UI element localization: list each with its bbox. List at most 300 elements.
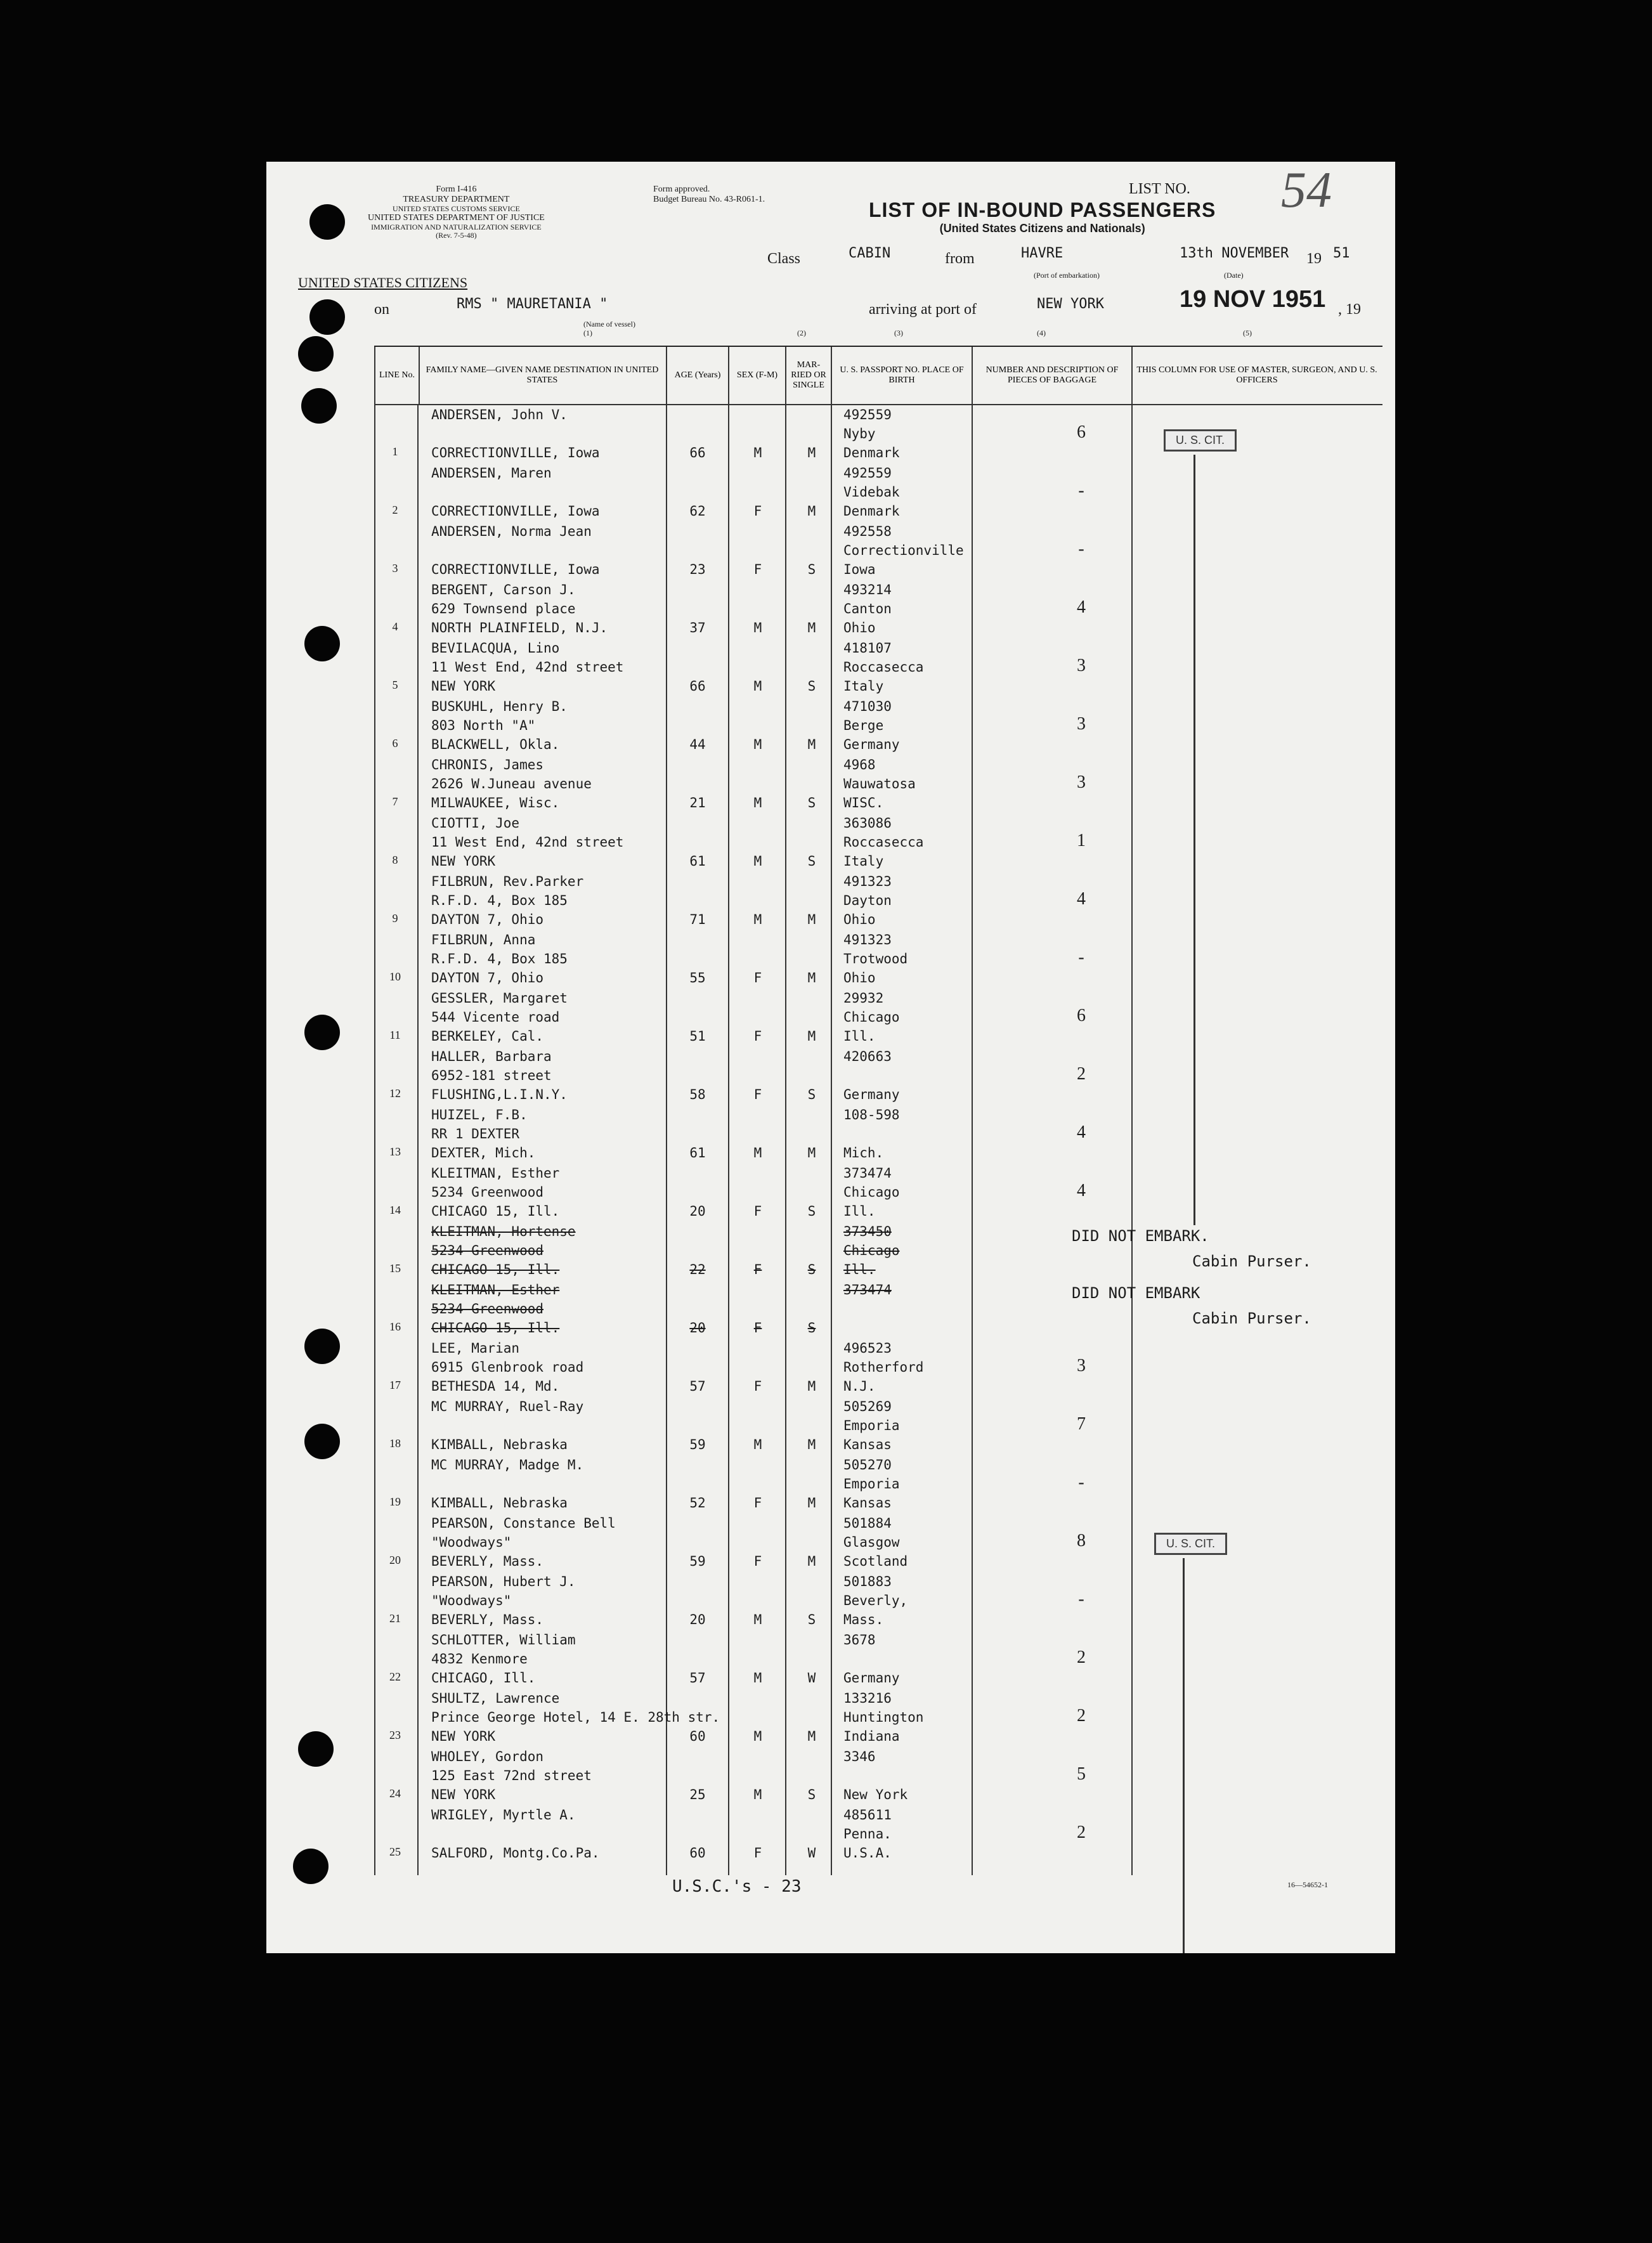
row-line-number: 5 xyxy=(392,679,398,691)
row-line-number: 21 xyxy=(389,1612,401,1625)
passenger-marital-status: S xyxy=(807,1612,816,1627)
col-num-3: (3) xyxy=(894,328,903,337)
passenger-address: "Woodways" xyxy=(431,1535,512,1550)
passenger-sex: F xyxy=(753,1379,762,1394)
birth-place: Nyby xyxy=(843,426,876,441)
passenger-marital-status: S xyxy=(807,1320,816,1336)
passport-number: 4968 xyxy=(843,757,876,772)
row-line-number: 1 xyxy=(392,445,398,458)
passenger-age: 61 xyxy=(689,854,706,869)
passenger-marital-status: S xyxy=(807,1087,816,1102)
passenger-marital-status: S xyxy=(807,562,816,577)
passenger-sex: M xyxy=(753,795,762,810)
row-line-number: 19 xyxy=(389,1495,401,1508)
passport-number: 418107 xyxy=(843,640,892,656)
passenger-sex: M xyxy=(753,1145,762,1161)
passenger-age: 55 xyxy=(689,970,706,985)
passport-number: 3346 xyxy=(843,1749,876,1764)
punch-hole xyxy=(304,1329,340,1364)
passenger-destination: MILWAUKEE, Wisc. xyxy=(431,795,560,810)
birth-place-region: Ohio xyxy=(843,912,876,927)
dept-ins: IMMIGRATION AND NATURALIZATION SERVICE xyxy=(371,223,542,231)
birth-place-region: Iowa xyxy=(843,562,876,577)
passenger-sex: M xyxy=(753,1729,762,1744)
passenger-marital-status: S xyxy=(807,854,816,869)
passenger-destination: NEW YORK xyxy=(431,1787,496,1802)
passenger-marital-status: S xyxy=(807,1262,816,1277)
punch-hole xyxy=(293,1849,328,1884)
table-row xyxy=(374,1689,1382,1747)
birth-place-region: WISC. xyxy=(843,795,884,810)
table-row xyxy=(374,930,1382,989)
list-number-value: 54 xyxy=(1281,162,1332,218)
bracket-line xyxy=(1193,455,1195,1225)
row-line-number: 24 xyxy=(389,1787,401,1800)
passenger-sex: F xyxy=(753,1204,762,1219)
row-line-number: 17 xyxy=(389,1379,401,1391)
baggage-count: 6 xyxy=(1077,422,1086,442)
table-row xyxy=(374,1222,1382,1280)
birth-place: Emporia xyxy=(843,1418,900,1433)
passenger-name: MC MURRAY, Madge M. xyxy=(431,1457,584,1473)
page-subtitle: (United States Citizens and Nationals) xyxy=(939,222,1145,235)
printer-number: 16—54652-1 xyxy=(1287,1880,1328,1889)
cabin-purser-note: Cabin Purser. xyxy=(1192,1252,1311,1270)
row-line-number: 11 xyxy=(389,1029,401,1041)
birth-place-region: Italy xyxy=(843,679,884,694)
passenger-address: 629 Townsend place xyxy=(431,601,576,616)
punch-hole xyxy=(304,626,340,661)
passenger-name: BUSKUHL, Henry B. xyxy=(431,699,568,714)
birth-place-region: Mich. xyxy=(843,1145,884,1161)
baggage-count: 1 xyxy=(1077,831,1086,850)
arrival-date-stamp: 19 NOV 1951 xyxy=(1180,286,1326,313)
table-row xyxy=(374,1397,1382,1455)
baggage-count: - xyxy=(1078,481,1084,500)
baggage-count: - xyxy=(1078,1589,1084,1609)
vessel-caption: (Name of vessel) xyxy=(583,320,635,328)
passenger-address: R.F.D. 4, Box 185 xyxy=(431,951,568,966)
passenger-marital-status: M xyxy=(807,1029,816,1044)
passenger-marital-status: M xyxy=(807,970,816,985)
passenger-name: HUIZEL, F.B. xyxy=(431,1107,528,1122)
passenger-sex: M xyxy=(753,620,762,635)
table-row xyxy=(374,1455,1382,1514)
passenger-marital-status: M xyxy=(807,445,816,460)
header-line: LINE No. xyxy=(374,347,420,404)
birth-place: Chicago xyxy=(843,1185,900,1200)
birth-place-region: Denmark xyxy=(843,504,900,519)
passenger-name: HALLER, Barbara xyxy=(431,1049,552,1064)
birth-place: Emporia xyxy=(843,1476,900,1492)
passenger-sex: F xyxy=(753,1087,762,1102)
table-row xyxy=(374,639,1382,697)
passenger-marital-status: M xyxy=(807,620,816,635)
page-title: LIST OF IN-BOUND PASSENGERS xyxy=(869,198,1216,221)
passenger-sex: F xyxy=(753,1495,762,1511)
passport-number: 505269 xyxy=(843,1399,892,1414)
passport-number: 496523 xyxy=(843,1341,892,1356)
passenger-age: 21 xyxy=(689,795,706,810)
passport-number: 492558 xyxy=(843,524,892,539)
birth-place-region: Germany xyxy=(843,1087,900,1102)
passenger-destination: DAYTON 7, Ohio xyxy=(431,970,544,985)
birth-place: Berge xyxy=(843,718,884,733)
passenger-name: PEARSON, Constance Bell xyxy=(431,1516,616,1531)
baggage-count: 3 xyxy=(1077,714,1086,734)
row-line-number: 8 xyxy=(392,854,398,866)
baggage-count: 6 xyxy=(1077,1006,1086,1025)
manifest-sheet xyxy=(266,162,1395,1953)
form-number: Form I-416 xyxy=(436,185,477,194)
birth-place: Videbak xyxy=(843,484,900,500)
passenger-marital-status: M xyxy=(807,1379,816,1394)
date-year: 51 xyxy=(1333,245,1350,261)
arrival-year-suffix: , 19 xyxy=(1338,301,1361,318)
baggage-count: 4 xyxy=(1077,1181,1086,1200)
passport-number: 492559 xyxy=(843,407,892,422)
passenger-name: PEARSON, Hubert J. xyxy=(431,1574,576,1589)
passenger-address: 4832 Kenmore xyxy=(431,1651,528,1667)
birth-place-region: Kansas xyxy=(843,1437,892,1452)
passenger-age: 20 xyxy=(689,1320,706,1336)
date-value: 13th NOVEMBER xyxy=(1180,245,1289,261)
class-label: Class xyxy=(767,250,801,267)
list-number-label: LIST NO. xyxy=(1129,181,1190,197)
row-line-number: 6 xyxy=(392,737,398,750)
table-row xyxy=(374,989,1382,1047)
passenger-destination: SALFORD, Montg.Co.Pa. xyxy=(431,1845,600,1861)
passenger-destination: BEVERLY, Mass. xyxy=(431,1554,544,1569)
passenger-address: Prince George Hotel, 14 E. 28th str. xyxy=(431,1710,720,1725)
passenger-sex: F xyxy=(753,1554,762,1569)
passenger-name: CIOTTI, Joe xyxy=(431,816,520,831)
cabin-purser-note: Cabin Purser. xyxy=(1192,1310,1311,1327)
row-line-number: 12 xyxy=(389,1087,401,1100)
baggage-count: 2 xyxy=(1077,1706,1086,1726)
birth-place-region: Denmark xyxy=(843,445,900,460)
passport-number: 373450 xyxy=(843,1224,892,1239)
passenger-marital-status: S xyxy=(807,679,816,694)
passenger-destination: CORRECTIONVILLE, Iowa xyxy=(431,562,600,577)
birth-place: Canton xyxy=(843,601,892,616)
col-num-2: (2) xyxy=(797,328,806,337)
punch-hole xyxy=(298,1731,334,1767)
birth-place-region: Indiana xyxy=(843,1729,900,1744)
passenger-marital-status: M xyxy=(807,1145,816,1161)
row-line-number: 22 xyxy=(389,1670,401,1683)
birth-place: Beverly, xyxy=(843,1593,908,1608)
row-line-number: 25 xyxy=(389,1845,401,1858)
passenger-age: 59 xyxy=(689,1437,706,1452)
row-line-number: 15 xyxy=(389,1262,401,1275)
passenger-name: LEE, Marian xyxy=(431,1341,520,1356)
passenger-sex: F xyxy=(753,970,762,985)
passenger-marital-status: M xyxy=(807,912,816,927)
passenger-age: 66 xyxy=(689,445,706,460)
birth-place: Chicago xyxy=(843,1243,900,1258)
birth-place: Penna. xyxy=(843,1826,892,1842)
passport-number: 492559 xyxy=(843,465,892,481)
passenger-age: 58 xyxy=(689,1087,706,1102)
row-line-number: 3 xyxy=(392,562,398,575)
did-not-embark-note: DID NOT EMBARK. xyxy=(1072,1227,1209,1245)
row-line-number: 23 xyxy=(389,1729,401,1741)
passenger-address: R.F.D. 4, Box 185 xyxy=(431,893,568,908)
passenger-marital-status: M xyxy=(807,737,816,752)
from-value: HAVRE xyxy=(1021,245,1063,261)
birth-place-region: Ill. xyxy=(843,1204,876,1219)
punch-hole xyxy=(309,299,345,335)
birth-place-region: Ohio xyxy=(843,620,876,635)
passenger-name: ANDERSEN, Maren xyxy=(431,465,552,481)
passenger-name: ANDERSEN, John V. xyxy=(431,407,568,422)
table-row xyxy=(374,872,1382,930)
passenger-age: 25 xyxy=(689,1787,706,1802)
budget-bureau: Budget Bureau No. 43-R061-1. xyxy=(653,195,765,204)
passenger-name: WHOLEY, Gordon xyxy=(431,1749,544,1764)
passenger-sex: M xyxy=(753,854,762,869)
passenger-address: 544 Vicente road xyxy=(431,1010,560,1025)
dept-customs: UNITED STATES CUSTOMS SERVICE xyxy=(392,204,520,213)
agency-header xyxy=(368,185,545,240)
dept-justice: UNITED STATES DEPARTMENT OF JUSTICE xyxy=(368,213,545,223)
table-row xyxy=(374,814,1382,872)
passport-number: 29932 xyxy=(843,991,884,1006)
passenger-marital-status: M xyxy=(807,1554,816,1569)
passenger-marital-status: M xyxy=(807,1729,816,1744)
passenger-address: 5234 Greenwood xyxy=(431,1243,544,1258)
header-married: MAR- RIED OR SINGLE xyxy=(786,347,832,404)
passenger-name: MC MURRAY, Ruel-Ray xyxy=(431,1399,584,1414)
baggage-count: 2 xyxy=(1077,1648,1086,1667)
passenger-sex: M xyxy=(753,679,762,694)
class-value: CABIN xyxy=(849,245,891,261)
passenger-table xyxy=(374,346,1382,1875)
passenger-destination: CHICAGO 15, Ill. xyxy=(431,1262,560,1277)
table-row xyxy=(374,1630,1382,1689)
row-line-number: 14 xyxy=(389,1204,401,1216)
passenger-destination: CORRECTIONVILLE, Iowa xyxy=(431,445,600,460)
birth-place-region: Ohio xyxy=(843,970,876,985)
passenger-sex: F xyxy=(753,562,762,577)
form-revision: (Rev. 7-5-48) xyxy=(436,231,477,240)
punch-hole xyxy=(301,388,337,424)
baggage-count: 3 xyxy=(1077,1356,1086,1375)
row-line-number: 7 xyxy=(392,795,398,808)
birth-place-region: Germany xyxy=(843,1670,900,1686)
birth-place: Wauwatosa xyxy=(843,776,916,791)
passport-number: 491323 xyxy=(843,932,892,947)
passenger-name: BERGENT, Carson J. xyxy=(431,582,576,597)
date-year-prefix: 19 xyxy=(1306,250,1322,267)
passenger-sex: M xyxy=(753,737,762,752)
us-cit-stamp: U. S. CIT. xyxy=(1164,429,1237,452)
port-arrival: NEW YORK xyxy=(1037,296,1104,312)
punch-hole xyxy=(309,204,345,240)
port-embarkation-caption: (Port of embarkation) xyxy=(1034,271,1100,280)
passenger-age: 44 xyxy=(689,737,706,752)
baggage-count: 7 xyxy=(1077,1414,1086,1434)
baggage-count: 2 xyxy=(1077,1064,1086,1084)
table-row xyxy=(374,1747,1382,1805)
us-cit-stamp: U. S. CIT. xyxy=(1154,1533,1227,1555)
row-line-number: 18 xyxy=(389,1437,401,1450)
birth-place: Glasgow xyxy=(843,1535,900,1550)
passenger-name: FILBRUN, Rev.Parker xyxy=(431,874,584,889)
passenger-destination: CHICAGO 15, Ill. xyxy=(431,1320,560,1336)
row-line-number: 13 xyxy=(389,1145,401,1158)
passport-number: 471030 xyxy=(843,699,892,714)
passport-number: 485611 xyxy=(843,1807,892,1823)
passenger-sex: F xyxy=(753,1262,762,1277)
passenger-sex: M xyxy=(753,1437,762,1452)
passenger-destination: NEW YORK xyxy=(431,854,496,869)
birth-place: Huntington xyxy=(843,1710,924,1725)
passenger-age: 60 xyxy=(689,1845,706,1861)
row-line-number: 20 xyxy=(389,1554,401,1566)
birth-place-region: Kansas xyxy=(843,1495,892,1511)
passport-number: 493214 xyxy=(843,582,892,597)
table-row xyxy=(374,697,1382,755)
punch-hole xyxy=(304,1015,340,1050)
passenger-destination: DEXTER, Mich. xyxy=(431,1145,536,1161)
passenger-sex: F xyxy=(753,504,762,519)
baggage-count: - xyxy=(1078,539,1084,559)
passenger-age: 61 xyxy=(689,1145,706,1161)
passenger-name: KLEITMAN, Hortense xyxy=(431,1224,576,1239)
passenger-age: 57 xyxy=(689,1379,706,1394)
birth-place: Chicago xyxy=(843,1010,900,1025)
passenger-destination: KIMBALL, Nebraska xyxy=(431,1437,568,1452)
punch-hole xyxy=(298,336,334,372)
birth-place: Dayton xyxy=(843,893,892,908)
passenger-destination: NORTH PLAINFIELD, N.J. xyxy=(431,620,608,635)
citizen-count: U.S.C.'s - 23 xyxy=(672,1877,802,1896)
table-row xyxy=(374,1164,1382,1222)
baggage-count: 4 xyxy=(1077,889,1086,909)
did-not-embark-note: DID NOT EMBARK xyxy=(1072,1284,1200,1302)
passenger-destination: NEW YORK xyxy=(431,679,496,694)
vessel-name: RMS " MAURETANIA " xyxy=(457,296,608,312)
passenger-name: ANDERSEN, Norma Jean xyxy=(431,524,592,539)
passport-number: 363086 xyxy=(843,816,892,831)
row-line-number: 16 xyxy=(389,1320,401,1333)
passenger-age: 57 xyxy=(689,1670,706,1686)
birth-place-region: New York xyxy=(843,1787,908,1802)
birth-place: Roccasecca xyxy=(843,835,924,850)
birth-place-region: Germany xyxy=(843,737,900,752)
birth-place-region: Ill. xyxy=(843,1262,876,1277)
passenger-address: 5234 Greenwood xyxy=(431,1301,544,1317)
table-row xyxy=(374,464,1382,522)
passenger-name: GESSLER, Margaret xyxy=(431,991,568,1006)
birth-place: Roccasecca xyxy=(843,660,924,675)
passenger-name: CHRONIS, James xyxy=(431,757,544,772)
birth-place: Rotherford xyxy=(843,1360,924,1375)
passenger-marital-status: S xyxy=(807,1787,816,1802)
passenger-age: 51 xyxy=(689,1029,706,1044)
on-label: on xyxy=(374,301,389,318)
passenger-age: 52 xyxy=(689,1495,706,1511)
col-num-1: (1) xyxy=(583,328,592,337)
passport-number: 3678 xyxy=(843,1632,876,1648)
passenger-age: 23 xyxy=(689,562,706,577)
bracket-line xyxy=(1183,1558,1185,1953)
table-row xyxy=(374,1805,1382,1864)
passenger-sex: M xyxy=(753,1670,762,1686)
passenger-marital-status: W xyxy=(807,1670,816,1686)
row-line-number: 9 xyxy=(392,912,398,925)
passenger-address: "Woodways" xyxy=(431,1593,512,1608)
baggage-count: - xyxy=(1078,1473,1084,1492)
passenger-name: SHULTZ, Lawrence xyxy=(431,1691,560,1706)
passenger-destination: BLACKWELL, Okla. xyxy=(431,737,560,752)
table-row xyxy=(374,1514,1382,1572)
citizens-label: UNITED STATES CITIZENS xyxy=(298,275,468,290)
title-block xyxy=(869,198,1216,235)
table-row xyxy=(374,580,1382,639)
passport-number: 491323 xyxy=(843,874,892,889)
header-passport: U. S. PASSPORT NO. PLACE OF BIRTH xyxy=(832,347,973,404)
passenger-name: KLEITMAN, Esther xyxy=(431,1166,560,1181)
passenger-name: KLEITMAN, Esther xyxy=(431,1282,560,1297)
table-row xyxy=(374,1339,1382,1397)
dept-treasury: TREASURY DEPARTMENT xyxy=(403,195,510,204)
passport-number: 505270 xyxy=(843,1457,892,1473)
passenger-sex: F xyxy=(753,1029,762,1044)
passenger-name: FILBRUN, Anna xyxy=(431,932,536,947)
passenger-destination: DAYTON 7, Ohio xyxy=(431,912,544,927)
passenger-age: 59 xyxy=(689,1554,706,1569)
passenger-address: 125 East 72nd street xyxy=(431,1768,592,1783)
table-row xyxy=(374,755,1382,814)
approval-note xyxy=(653,185,765,205)
passenger-marital-status: M xyxy=(807,504,816,519)
passenger-age: 60 xyxy=(689,1729,706,1744)
baggage-count: 8 xyxy=(1077,1531,1086,1551)
birth-place-region: Ill. xyxy=(843,1029,876,1044)
col-num-4: (4) xyxy=(1037,328,1046,337)
col-num-5: (5) xyxy=(1243,328,1252,337)
passport-number: 420663 xyxy=(843,1049,892,1064)
passenger-address: 2626 W.Juneau avenue xyxy=(431,776,592,791)
date-caption: (Date) xyxy=(1224,271,1244,280)
passenger-destination: KIMBALL, Nebraska xyxy=(431,1495,568,1511)
row-line-number: 4 xyxy=(392,620,398,633)
baggage-count: 3 xyxy=(1077,772,1086,792)
passport-number: 373474 xyxy=(843,1166,892,1181)
passport-number: 133216 xyxy=(843,1691,892,1706)
passenger-destination: BEVERLY, Mass. xyxy=(431,1612,544,1627)
passenger-sex: M xyxy=(753,912,762,927)
baggage-count: 4 xyxy=(1077,1122,1086,1142)
passenger-name: SCHLOTTER, William xyxy=(431,1632,576,1648)
baggage-count: 2 xyxy=(1077,1823,1086,1842)
passenger-age: 20 xyxy=(689,1204,706,1219)
passenger-destination: BETHESDA 14, Md. xyxy=(431,1379,560,1394)
birth-place-region: U.S.A. xyxy=(843,1845,892,1861)
passenger-destination: CORRECTIONVILLE, Iowa xyxy=(431,504,600,519)
baggage-count: 4 xyxy=(1077,597,1086,617)
header-age: AGE (Years) xyxy=(667,347,729,404)
from-label: from xyxy=(945,250,975,267)
passenger-age: 62 xyxy=(689,504,706,519)
passenger-sex: M xyxy=(753,445,762,460)
passenger-name: WRIGLEY, Myrtle A. xyxy=(431,1807,576,1823)
passenger-address: 11 West End, 42nd street xyxy=(431,660,624,675)
passenger-destination: CHICAGO, Ill. xyxy=(431,1670,536,1686)
